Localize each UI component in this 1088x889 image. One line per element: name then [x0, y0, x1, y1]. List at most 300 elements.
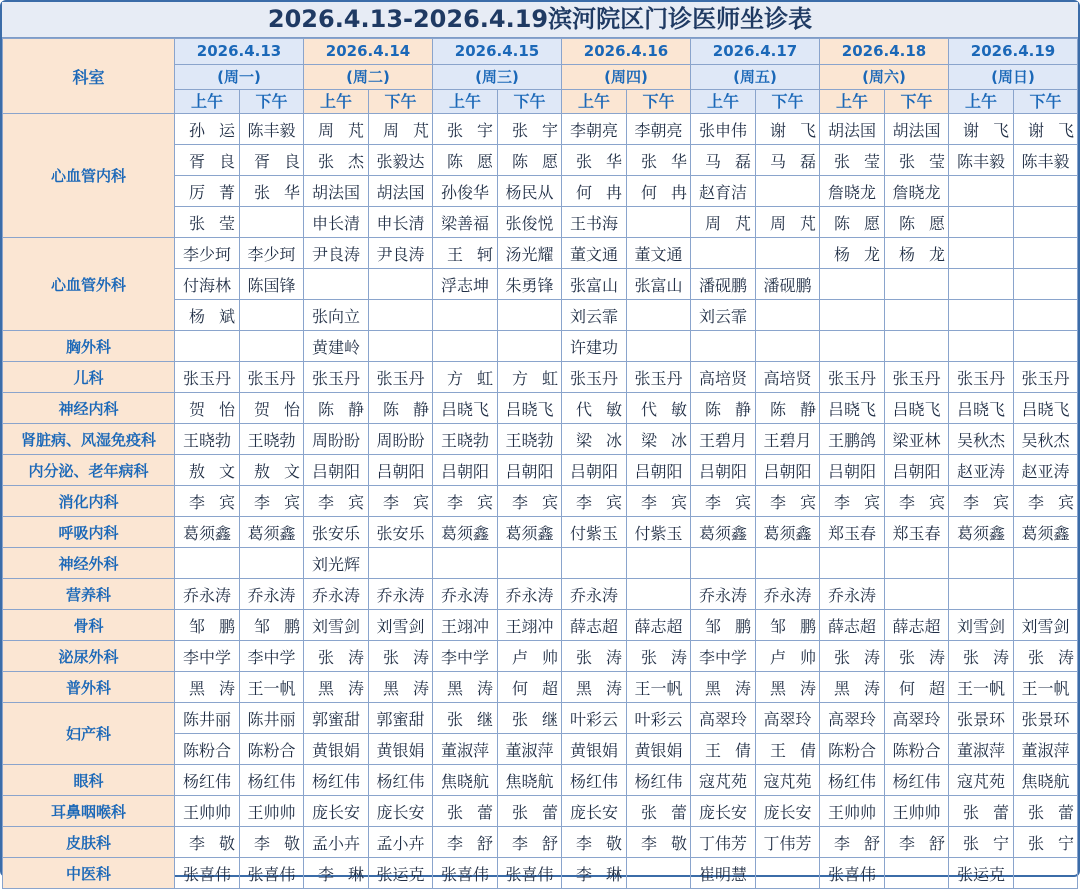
doctor-cell: 吕朝阳 — [627, 455, 691, 486]
doctor-cell: 胡法国 — [820, 114, 885, 145]
day-weekday: (周六) — [820, 65, 949, 90]
doctor-cell: 张莹 — [175, 207, 240, 238]
doctor-cell: 方虹 — [498, 362, 562, 393]
doctor-cell — [369, 548, 433, 579]
doctor-cell: 梁善福 — [433, 207, 498, 238]
doctor-cell: 浮志坤 — [433, 269, 498, 300]
doctor-cell: 黑涛 — [691, 672, 756, 703]
doctor-cell: 张涛 — [304, 641, 369, 672]
doctor-cell: 李少珂 — [175, 238, 240, 269]
doctor-cell: 胡法国 — [885, 114, 949, 145]
doctor-cell: 乔永涛 — [562, 579, 627, 610]
doctor-cell: 申长清 — [369, 207, 433, 238]
doctor-cell: 寇芃苑 — [949, 765, 1014, 796]
doctor-cell: 郭蜜甜 — [304, 703, 369, 734]
doctor-cell: 杨红伟 — [562, 765, 627, 796]
day-date: 2026.4.17 — [691, 39, 820, 65]
doctor-cell: 乔永涛 — [240, 579, 304, 610]
doctor-cell: 周芃 — [304, 114, 369, 145]
doctor-cell: 陈井丽 — [240, 703, 304, 734]
am-header: 上午 — [433, 90, 498, 114]
doctor-cell: 叶彩云 — [562, 703, 627, 734]
doctor-cell: 刘光辉 — [304, 548, 369, 579]
doctor-cell: 王晓勃 — [433, 424, 498, 455]
doctor-cell: 梁亚林 — [885, 424, 949, 455]
dept-name: 骨科 — [3, 610, 175, 641]
doctor-cell: 焦晓航 — [433, 765, 498, 796]
doctor-cell: 李舒 — [498, 827, 562, 858]
doctor-cell — [627, 579, 691, 610]
table-row — [3, 858, 1078, 889]
doctor-cell — [240, 300, 304, 331]
dept-name: 泌尿外科 — [3, 641, 175, 672]
doctor-cell: 厉菁 — [175, 176, 240, 207]
doctor-cell — [691, 548, 756, 579]
doctor-cell — [304, 269, 369, 300]
doctor-cell: 黄银娟 — [369, 734, 433, 765]
doctor-cell: 申长清 — [304, 207, 369, 238]
doctor-cell: 黑涛 — [562, 672, 627, 703]
doctor-cell: 张安乐 — [304, 517, 369, 548]
doctor-cell: 张华 — [627, 145, 691, 176]
doctor-cell: 邹鹏 — [756, 610, 820, 641]
doctor-cell: 周盼盼 — [369, 424, 433, 455]
doctor-cell: 周盼盼 — [304, 424, 369, 455]
doctor-cell: 张华 — [562, 145, 627, 176]
doctor-cell — [756, 176, 820, 207]
doctor-cell — [498, 300, 562, 331]
doctor-cell: 董文通 — [627, 238, 691, 269]
doctor-cell: 黄银娟 — [627, 734, 691, 765]
doctor-cell: 薛志超 — [885, 610, 949, 641]
doctor-cell: 黑涛 — [369, 672, 433, 703]
doctor-cell: 赵亚涛 — [949, 455, 1014, 486]
doctor-cell: 贺怡 — [175, 393, 240, 424]
doctor-cell — [240, 548, 304, 579]
doctor-cell: 叶彩云 — [627, 703, 691, 734]
doctor-cell: 黑涛 — [304, 672, 369, 703]
doctor-cell: 葛须鑫 — [691, 517, 756, 548]
doctor-cell: 何冉 — [627, 176, 691, 207]
doctor-cell: 张蕾 — [498, 796, 562, 827]
dept-name: 消化内科 — [3, 486, 175, 517]
doctor-cell: 郑玉春 — [885, 517, 949, 548]
doctor-cell: 刘云霏 — [562, 300, 627, 331]
doctor-cell: 马磊 — [691, 145, 756, 176]
day-date: 2026.4.19 — [949, 39, 1078, 65]
doctor-cell — [627, 858, 691, 889]
doctor-cell: 郑玉春 — [820, 517, 885, 548]
doctor-cell: 薛志超 — [562, 610, 627, 641]
doctor-cell: 乔永涛 — [691, 579, 756, 610]
doctor-cell: 杨红伟 — [627, 765, 691, 796]
doctor-cell: 王碧月 — [756, 424, 820, 455]
dept-name: 胸外科 — [3, 331, 175, 362]
doctor-cell — [691, 331, 756, 362]
doctor-cell: 代敏 — [627, 393, 691, 424]
doctor-cell: 李敬 — [240, 827, 304, 858]
doctor-cell: 陈愿 — [433, 145, 498, 176]
am-header: 上午 — [820, 90, 885, 114]
doctor-cell: 吕晓飞 — [498, 393, 562, 424]
doctor-cell: 付紫玉 — [562, 517, 627, 548]
doctor-cell: 陈粉合 — [240, 734, 304, 765]
table-row — [3, 796, 1078, 827]
doctor-cell — [756, 331, 820, 362]
doctor-cell — [627, 331, 691, 362]
am-header: 上午 — [949, 90, 1014, 114]
doctor-cell: 高翠玲 — [885, 703, 949, 734]
doctor-cell: 陈愿 — [498, 145, 562, 176]
doctor-cell: 张涛 — [369, 641, 433, 672]
doctor-cell: 张涛 — [1014, 641, 1078, 672]
doctor-cell: 张景环 — [949, 703, 1014, 734]
doctor-cell — [240, 207, 304, 238]
doctor-cell: 朱勇锋 — [498, 269, 562, 300]
doctor-cell: 马磊 — [756, 145, 820, 176]
day-date: 2026.4.18 — [820, 39, 949, 65]
doctor-cell: 张喜伟 — [433, 858, 498, 889]
doctor-cell: 吴秋杰 — [1014, 424, 1078, 455]
doctor-cell — [562, 548, 627, 579]
doctor-cell: 李宾 — [885, 486, 949, 517]
doctor-cell: 黑涛 — [820, 672, 885, 703]
doctor-cell: 杨龙 — [820, 238, 885, 269]
doctor-cell: 卢帅 — [498, 641, 562, 672]
table-row — [3, 579, 1078, 610]
doctor-cell: 陈静 — [691, 393, 756, 424]
doctor-cell — [369, 331, 433, 362]
doctor-cell: 李宾 — [627, 486, 691, 517]
doctor-cell: 杨斌 — [175, 300, 240, 331]
doctor-cell: 刘云霏 — [691, 300, 756, 331]
doctor-cell: 乔永涛 — [433, 579, 498, 610]
doctor-cell: 李宾 — [691, 486, 756, 517]
doctor-cell: 陈丰毅 — [1014, 145, 1078, 176]
doctor-cell: 吕朝阳 — [369, 455, 433, 486]
doctor-cell: 王帅帅 — [240, 796, 304, 827]
doctor-cell: 谢飞 — [1014, 114, 1078, 145]
doctor-cell — [691, 238, 756, 269]
doctor-cell: 王轲 — [433, 238, 498, 269]
doctor-cell: 吕朝阳 — [304, 455, 369, 486]
day-weekday: (周三) — [433, 65, 562, 90]
dept-name: 神经内科 — [3, 393, 175, 424]
am-header: 上午 — [691, 90, 756, 114]
doctor-cell: 何超 — [498, 672, 562, 703]
doctor-cell — [756, 300, 820, 331]
doctor-cell: 吕朝阳 — [885, 455, 949, 486]
doctor-cell: 陈愿 — [885, 207, 949, 238]
doctor-cell: 张玉丹 — [562, 362, 627, 393]
doctor-cell: 胡法国 — [304, 176, 369, 207]
doctor-cell: 葛须鑫 — [175, 517, 240, 548]
doctor-cell: 李宾 — [369, 486, 433, 517]
pm-header: 下午 — [1014, 90, 1078, 114]
doctor-cell: 庞长安 — [562, 796, 627, 827]
doctor-cell — [369, 269, 433, 300]
doctor-cell: 张玉丹 — [1014, 362, 1078, 393]
doctor-cell: 庞长安 — [304, 796, 369, 827]
doctor-cell: 张华 — [240, 176, 304, 207]
doctor-cell — [885, 858, 949, 889]
doctor-cell — [949, 300, 1014, 331]
doctor-cell: 敖文 — [175, 455, 240, 486]
doctor-cell: 陈粉合 — [175, 734, 240, 765]
am-header: 上午 — [175, 90, 240, 114]
doctor-cell: 张玉丹 — [369, 362, 433, 393]
day-date: 2026.4.13 — [175, 39, 304, 65]
doctor-cell — [433, 331, 498, 362]
doctor-cell: 乔永涛 — [756, 579, 820, 610]
doctor-cell: 谢飞 — [756, 114, 820, 145]
doctor-cell — [498, 548, 562, 579]
doctor-cell: 陈丰毅 — [240, 114, 304, 145]
doctor-cell: 付海林 — [175, 269, 240, 300]
doctor-cell: 董文通 — [562, 238, 627, 269]
doctor-cell — [885, 269, 949, 300]
doctor-cell: 葛须鑫 — [1014, 517, 1078, 548]
doctor-cell: 高翠玲 — [691, 703, 756, 734]
doctor-cell: 吕晓飞 — [1014, 393, 1078, 424]
doctor-cell: 杨红伟 — [820, 765, 885, 796]
doctor-cell — [820, 331, 885, 362]
doctor-cell: 孙运 — [175, 114, 240, 145]
doctor-cell: 李宾 — [820, 486, 885, 517]
day-date: 2026.4.16 — [562, 39, 691, 65]
dept-name: 内分泌、老年病科 — [3, 455, 175, 486]
doctor-cell: 葛须鑫 — [756, 517, 820, 548]
doctor-cell: 张蕾 — [433, 796, 498, 827]
table-row — [3, 641, 1078, 672]
doctor-cell: 张继 — [498, 703, 562, 734]
doctor-cell — [949, 176, 1014, 207]
dept-column-header: 科室 — [3, 39, 175, 114]
doctor-cell: 张宇 — [498, 114, 562, 145]
doctor-cell: 李舒 — [433, 827, 498, 858]
doctor-cell: 李宾 — [175, 486, 240, 517]
doctor-cell: 王倩 — [691, 734, 756, 765]
doctor-cell: 赵亚涛 — [1014, 455, 1078, 486]
doctor-cell: 黑涛 — [433, 672, 498, 703]
doctor-cell: 李宾 — [433, 486, 498, 517]
table-row — [3, 486, 1078, 517]
doctor-cell: 张涛 — [820, 641, 885, 672]
doctor-cell — [627, 207, 691, 238]
dept-name: 儿科 — [3, 362, 175, 393]
doctor-cell: 葛须鑫 — [498, 517, 562, 548]
doctor-cell: 詹晓龙 — [885, 176, 949, 207]
doctor-cell: 丁伟芳 — [691, 827, 756, 858]
doctor-cell: 焦晓航 — [498, 765, 562, 796]
doctor-cell: 李宾 — [562, 486, 627, 517]
doctor-cell: 吕晓飞 — [885, 393, 949, 424]
doctor-cell: 张蕾 — [1014, 796, 1078, 827]
doctor-cell — [949, 579, 1014, 610]
doctor-cell: 张毅达 — [369, 145, 433, 176]
doctor-cell: 胥良 — [240, 145, 304, 176]
doctor-cell: 张富山 — [627, 269, 691, 300]
doctor-cell: 葛须鑫 — [949, 517, 1014, 548]
doctor-cell: 张俊悦 — [498, 207, 562, 238]
doctor-cell: 胡法国 — [369, 176, 433, 207]
doctor-cell — [756, 858, 820, 889]
doctor-cell: 尹良涛 — [304, 238, 369, 269]
doctor-cell: 张喜伟 — [820, 858, 885, 889]
doctor-cell: 陈粉合 — [885, 734, 949, 765]
doctor-cell: 王翊冲 — [498, 610, 562, 641]
doctor-cell: 黄银娟 — [304, 734, 369, 765]
doctor-cell: 代敏 — [562, 393, 627, 424]
doctor-cell — [175, 548, 240, 579]
doctor-cell: 杨民从 — [498, 176, 562, 207]
doctor-cell: 张运克 — [369, 858, 433, 889]
doctor-cell: 王帅帅 — [820, 796, 885, 827]
doctor-cell: 张景环 — [1014, 703, 1078, 734]
doctor-cell: 庞长安 — [756, 796, 820, 827]
doctor-cell: 梁冰 — [562, 424, 627, 455]
doctor-cell — [885, 548, 949, 579]
doctor-cell: 寇芃苑 — [756, 765, 820, 796]
doctor-cell: 杨红伟 — [304, 765, 369, 796]
doctor-cell: 陈静 — [369, 393, 433, 424]
doctor-cell: 吕朝阳 — [820, 455, 885, 486]
day-weekday: (周二) — [304, 65, 433, 90]
doctor-cell: 张杰 — [304, 145, 369, 176]
doctor-cell: 刘雪剑 — [1014, 610, 1078, 641]
pm-header: 下午 — [369, 90, 433, 114]
doctor-cell: 李宾 — [949, 486, 1014, 517]
doctor-cell — [949, 331, 1014, 362]
doctor-cell: 孙俊华 — [433, 176, 498, 207]
doctor-cell: 张申伟 — [691, 114, 756, 145]
doctor-cell: 黄银娟 — [562, 734, 627, 765]
doctor-cell: 王晓勃 — [498, 424, 562, 455]
day-date: 2026.4.15 — [433, 39, 562, 65]
doctor-cell — [369, 300, 433, 331]
doctor-cell: 张莹 — [885, 145, 949, 176]
doctor-cell — [949, 269, 1014, 300]
doctor-cell: 杨红伟 — [369, 765, 433, 796]
doctor-cell: 张向立 — [304, 300, 369, 331]
table-row — [3, 765, 1078, 796]
doctor-cell: 尹良涛 — [369, 238, 433, 269]
doctor-cell — [1014, 548, 1078, 579]
doctor-cell: 张玉丹 — [885, 362, 949, 393]
doctor-cell: 张宇 — [433, 114, 498, 145]
doctor-cell: 许建功 — [562, 331, 627, 362]
doctor-cell: 吴秋杰 — [949, 424, 1014, 455]
doctor-cell: 高培贤 — [691, 362, 756, 393]
doctor-cell: 邹鹏 — [240, 610, 304, 641]
table-row — [3, 331, 1078, 362]
doctor-cell — [949, 548, 1014, 579]
doctor-cell: 王晓勃 — [175, 424, 240, 455]
doctor-cell: 崔明慧 — [691, 858, 756, 889]
doctor-cell: 葛须鑫 — [240, 517, 304, 548]
doctor-cell: 张玉丹 — [175, 362, 240, 393]
doctor-cell: 张运克 — [949, 858, 1014, 889]
doctor-cell: 何冉 — [562, 176, 627, 207]
doctor-cell: 刘雪剑 — [369, 610, 433, 641]
doctor-cell: 郭蜜甜 — [369, 703, 433, 734]
table-row — [3, 393, 1078, 424]
doctor-cell: 詹晓龙 — [820, 176, 885, 207]
doctor-cell — [627, 300, 691, 331]
doctor-cell: 张涛 — [885, 641, 949, 672]
doctor-cell: 胥良 — [175, 145, 240, 176]
doctor-cell: 张涛 — [949, 641, 1014, 672]
doctor-cell: 张涛 — [627, 641, 691, 672]
doctor-cell: 乔永涛 — [175, 579, 240, 610]
doctor-cell — [1014, 176, 1078, 207]
table-row — [3, 517, 1078, 548]
doctor-cell — [498, 331, 562, 362]
doctor-cell: 李琳 — [304, 858, 369, 889]
doctor-cell: 李舒 — [885, 827, 949, 858]
doctor-cell: 李中学 — [691, 641, 756, 672]
doctor-cell — [433, 300, 498, 331]
doctor-cell — [433, 548, 498, 579]
doctor-cell — [820, 300, 885, 331]
doctor-cell: 陈静 — [756, 393, 820, 424]
doctor-cell: 陈井丽 — [175, 703, 240, 734]
day-weekday: (周日) — [949, 65, 1078, 90]
doctor-cell: 高培贤 — [756, 362, 820, 393]
doctor-cell: 周芃 — [756, 207, 820, 238]
doctor-cell: 庞长安 — [691, 796, 756, 827]
doctor-cell — [1014, 579, 1078, 610]
doctor-cell: 潘砚鹏 — [756, 269, 820, 300]
doctor-cell: 李宾 — [756, 486, 820, 517]
table-row — [3, 703, 1078, 734]
pm-header: 下午 — [756, 90, 820, 114]
doctor-cell: 李宾 — [1014, 486, 1078, 517]
doctor-cell: 何超 — [885, 672, 949, 703]
doctor-cell — [820, 269, 885, 300]
doctor-cell: 张喜伟 — [240, 858, 304, 889]
dept-name: 耳鼻咽喉科 — [3, 796, 175, 827]
doctor-cell: 杨红伟 — [175, 765, 240, 796]
table-row — [3, 455, 1078, 486]
doctor-cell: 谢飞 — [949, 114, 1014, 145]
doctor-cell: 周芃 — [369, 114, 433, 145]
doctor-cell: 陈静 — [304, 393, 369, 424]
doctor-cell: 孟小卉 — [304, 827, 369, 858]
doctor-cell: 敖文 — [240, 455, 304, 486]
doctor-cell — [1014, 207, 1078, 238]
am-header: 上午 — [562, 90, 627, 114]
doctor-cell: 乔永涛 — [820, 579, 885, 610]
doctor-cell: 乔永涛 — [304, 579, 369, 610]
doctor-cell: 邹鹏 — [175, 610, 240, 641]
dept-name: 肾脏病、风湿免疫科 — [3, 424, 175, 455]
doctor-cell: 王帅帅 — [175, 796, 240, 827]
dept-name: 营养科 — [3, 579, 175, 610]
table-row — [3, 424, 1078, 455]
dept-name: 心血管内科 — [3, 114, 175, 238]
dept-name: 妇产科 — [3, 703, 175, 765]
doctor-cell: 黑涛 — [175, 672, 240, 703]
doctor-cell: 张蕾 — [949, 796, 1014, 827]
doctor-cell: 赵育洁 — [691, 176, 756, 207]
doctor-cell: 葛须鑫 — [433, 517, 498, 548]
day-date: 2026.4.14 — [304, 39, 433, 65]
doctor-cell: 邹鹏 — [691, 610, 756, 641]
doctor-cell: 乔永涛 — [369, 579, 433, 610]
doctor-cell: 李敬 — [175, 827, 240, 858]
doctor-cell — [1014, 300, 1078, 331]
